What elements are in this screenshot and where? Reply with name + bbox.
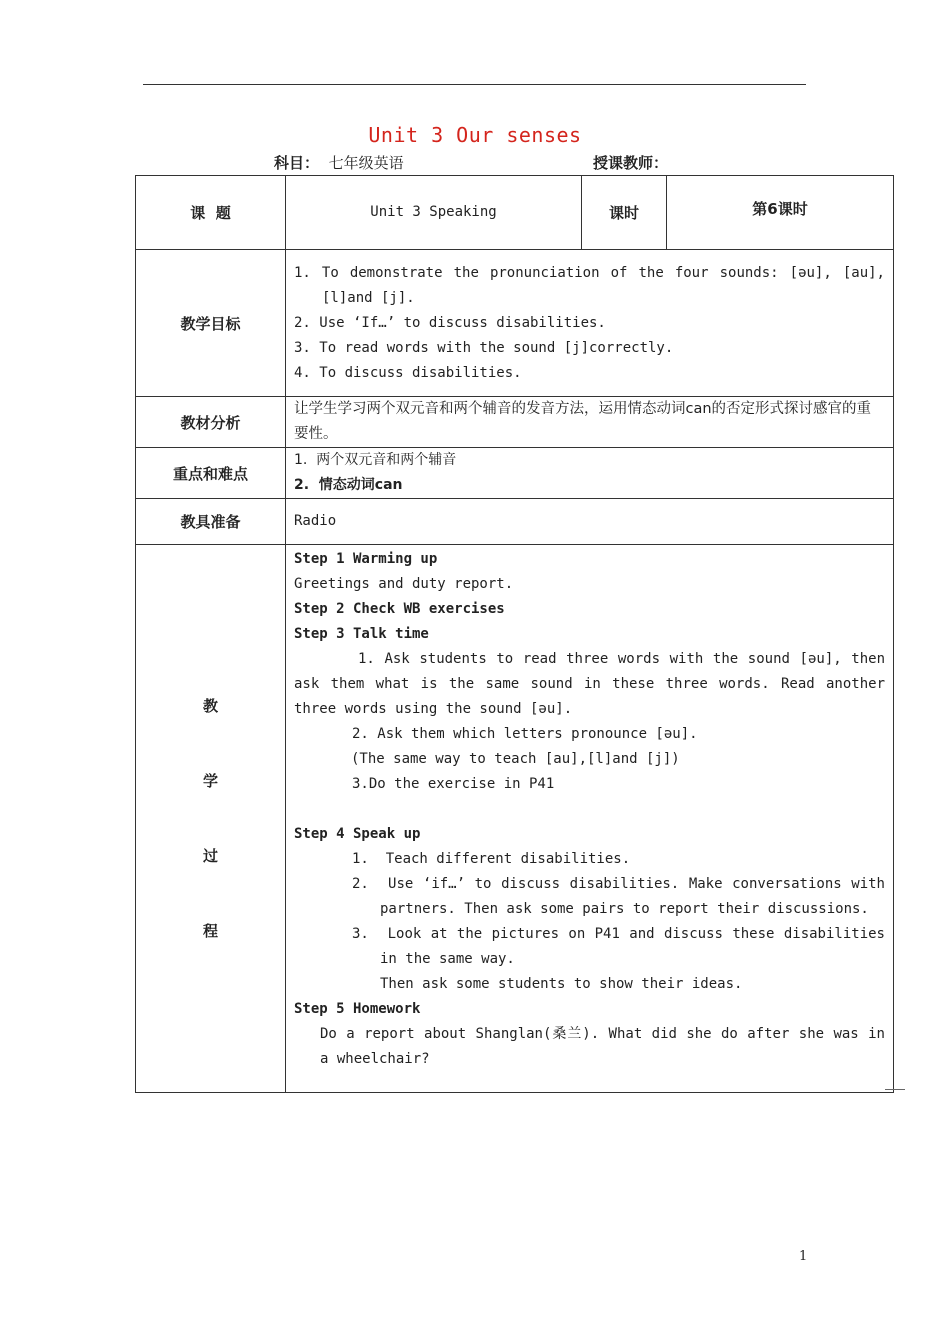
step-3-item-2-note: (The same way to teach [au],[l]and [j]) bbox=[351, 751, 680, 767]
process-content bbox=[286, 545, 894, 1093]
step-1-title: Step 1 Warming up bbox=[294, 551, 438, 567]
step-3-item-3: 3.Do the exercise in P41 bbox=[352, 776, 555, 792]
key-points-content bbox=[286, 448, 894, 499]
key-points-label: 重点和难点 bbox=[136, 448, 286, 499]
analysis-label: 教材分析 bbox=[136, 397, 286, 448]
analysis-text: 让学生学习两个双元音和两个辅音的发音方法，运用情态动词can的否定形式探讨感官的重要性。 bbox=[286, 397, 894, 448]
materials-row bbox=[136, 499, 894, 545]
step-4-item: 3. Look at the pictures on P41 and discuss these disabilities in the same way. bbox=[352, 926, 894, 967]
period-label: 课时 bbox=[582, 176, 667, 250]
teacher-line bbox=[593, 152, 668, 173]
step-2-title: Step 2 Check WB exercises bbox=[294, 601, 505, 617]
materials-value: Radio bbox=[286, 499, 894, 545]
subject-line bbox=[274, 152, 404, 173]
process-label-char: 程 bbox=[202, 921, 218, 940]
objectives-row bbox=[136, 250, 894, 397]
objectives-content bbox=[286, 250, 894, 397]
step-4-title: Step 4 Speak up bbox=[294, 826, 421, 842]
key-point-item: 1. 两个双元音和两个辅音 bbox=[294, 452, 457, 468]
spacer bbox=[294, 797, 885, 822]
objective-item: 1. To demonstrate the pronunciation of the four sounds: [əu], [au], [l]and [j]. bbox=[294, 264, 885, 306]
objective-item: 4. To discuss disabilities. bbox=[294, 364, 522, 381]
objectives-label: 教学目标 bbox=[136, 250, 286, 397]
topic-label: 课 题 bbox=[136, 176, 286, 250]
objective-item: 3. To read words with the sound [j]correctly. bbox=[294, 339, 674, 356]
page-number: 1 bbox=[799, 1249, 808, 1264]
step-5-title: Step 5 Homework bbox=[294, 1001, 421, 1017]
margin-rule bbox=[885, 1089, 905, 1090]
step-3-item-1: 1. Ask students to read three words with the sound [əu], then ask them what is the same sound in these three words. Read another three words using the sound [əu]. bbox=[294, 651, 885, 717]
teacher-label: 授课教师： bbox=[593, 154, 669, 172]
lesson-plan-table bbox=[135, 175, 894, 1093]
topic-row bbox=[136, 176, 894, 250]
step-3-item-2: 2. Ask them which letters pronounce [əu]. bbox=[352, 726, 698, 742]
step-3-title: Step 3 Talk time bbox=[294, 626, 429, 642]
objective-item: 2. Use ‘If…’ to discuss disabilities. bbox=[294, 314, 606, 331]
step-5-text: Do a report about Shanglan(桑兰). What did she do after she was in a wheelchair? bbox=[320, 1026, 885, 1067]
key-point-item: 2. 情态动词can bbox=[294, 477, 403, 493]
materials-label: 教具准备 bbox=[136, 499, 286, 545]
step-4-item: 1. Teach different disabilities. bbox=[352, 851, 631, 867]
step-4-item: 2. Use ‘if…’ to discuss disabilities. Make conversations with partners. Then ask some pairs to report their discussions. bbox=[352, 876, 894, 917]
analysis-row bbox=[136, 397, 894, 448]
key-points-row bbox=[136, 448, 894, 499]
topic-value: Unit 3 Speaking bbox=[286, 176, 582, 250]
subject-value: 七年级英语 bbox=[328, 154, 404, 172]
document-title: Unit 3 Our senses bbox=[368, 123, 582, 147]
process-label-char: 过 bbox=[202, 846, 218, 865]
process-label-char: 学 bbox=[202, 771, 218, 790]
step-4-item-3-continued: Then ask some students to show their ideas. bbox=[380, 976, 743, 992]
period-value: 第6课时 bbox=[667, 176, 894, 250]
process-label bbox=[136, 545, 286, 1093]
step-1-text: Greetings and duty report. bbox=[294, 576, 514, 592]
subject-label: 科目： bbox=[274, 154, 320, 172]
header-rule bbox=[143, 84, 806, 85]
process-row bbox=[136, 545, 894, 1093]
process-label-char: 教 bbox=[202, 696, 218, 715]
